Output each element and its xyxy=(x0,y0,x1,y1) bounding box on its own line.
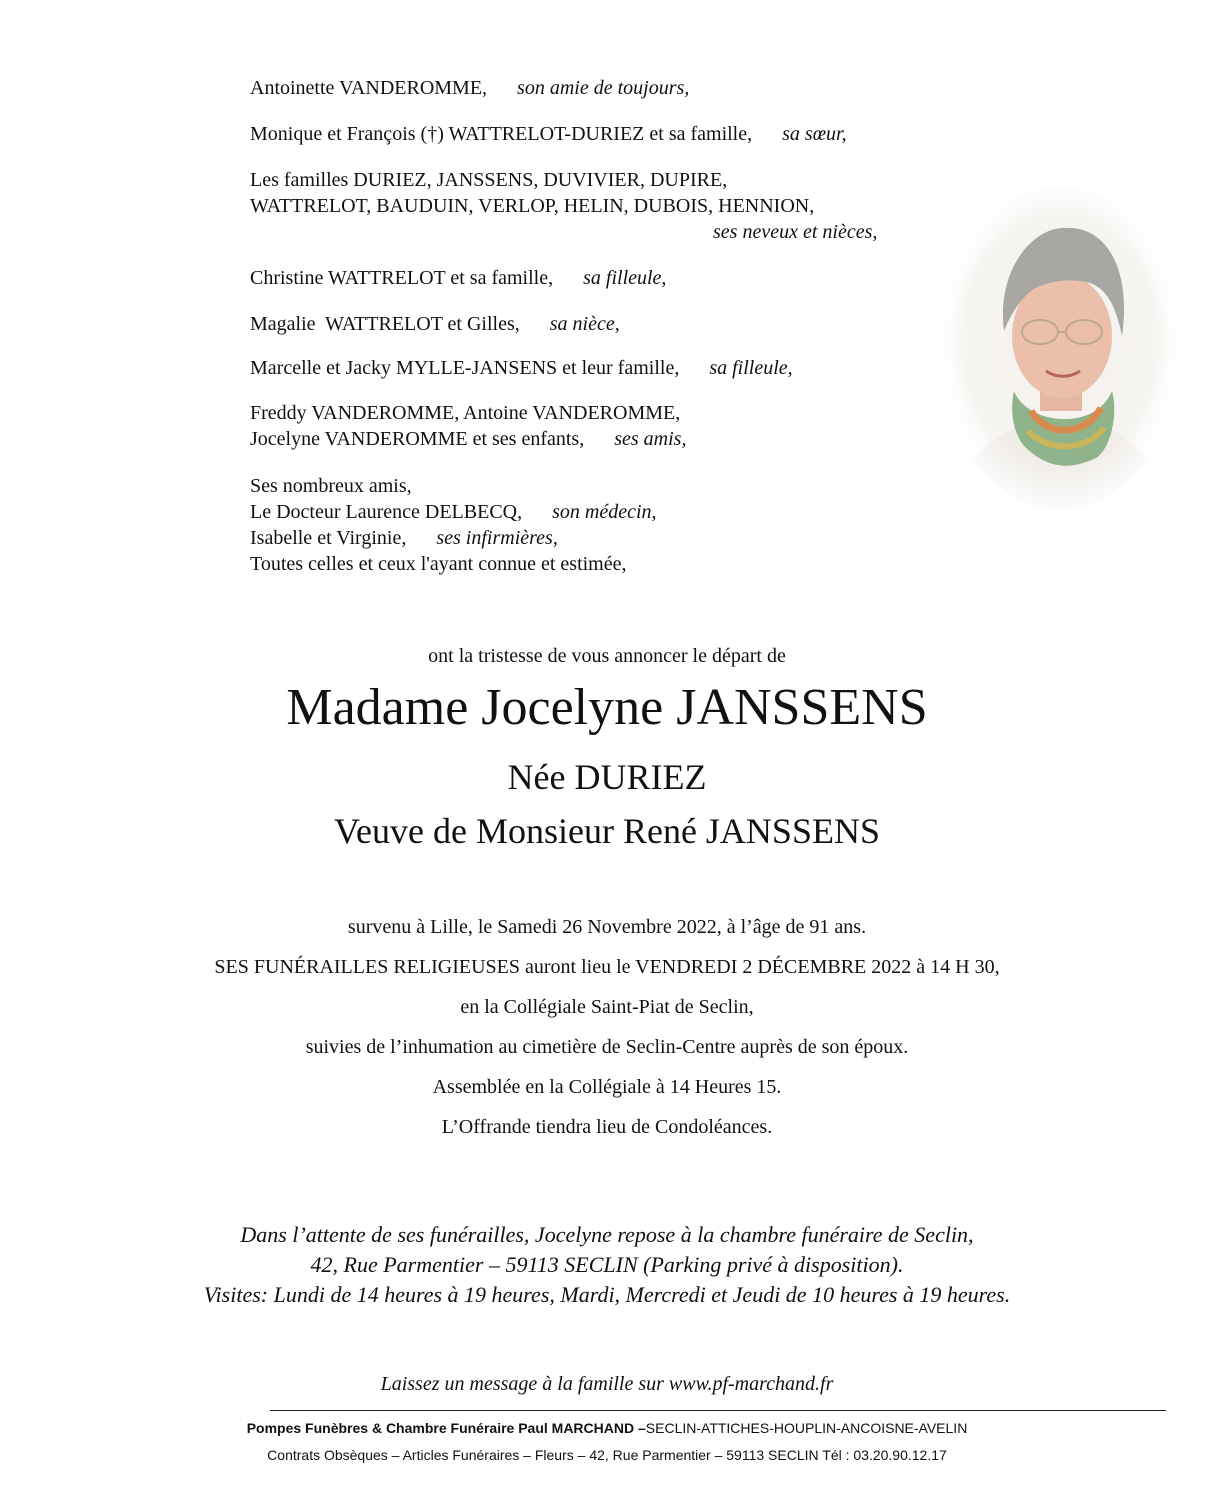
burial-details: suivies de l’inhumation au cimetière de Seclin-Centre auprès de son époux. xyxy=(305,1036,909,1058)
visit-line: Dans l’attente de ses funérailles, Jocelyne repose à la chambre funéraire de Seclin, xyxy=(240,1222,974,1247)
visit-line: Visites: Lundi de 14 heures à 19 heures, Mardi, Mercredi et Jeudi de 10 heures à 19 heures. xyxy=(203,1282,1011,1307)
church-details: en la Collégiale Saint-Piat de Seclin, xyxy=(460,996,754,1018)
mourner-line: Isabelle et Virginie, ses infirmières, xyxy=(250,527,558,549)
footer-towns: SECLIN-ATTICHES-HOUPLIN-ANCOISNE-AVELIN xyxy=(645,1420,968,1436)
maiden-name: Née DURIEZ xyxy=(507,757,707,797)
footer-contact: Contrats Obsèques – Articles Funéraires – Fleurs – 42, Rue Parmentier – 59113 SECLIN Tél : 03.20.90.12.17 xyxy=(267,1447,947,1463)
portrait-photo xyxy=(936,186,1184,510)
mourner-line: WATTRELOT, BAUDUIN, VERLOP, HELIN, DUBOIS, HENNION, xyxy=(250,195,815,217)
mourner-line: Les familles DURIEZ, JANSSENS, DUVIVIER, DUPIRE, xyxy=(250,169,728,191)
mourner-line: Monique et François (†) WATTRELOT-DURIEZ et sa famille, sa sœur, xyxy=(250,123,847,145)
message-link[interactable]: Laissez un message à la famille sur www.pf-marchand.fr xyxy=(380,1373,834,1395)
footer-divider xyxy=(270,1410,1166,1411)
mourner-line: Christine WATTRELOT et sa famille, sa filleule, xyxy=(250,267,667,289)
offering-details: L’Offrande tiendra lieu de Condoléances. xyxy=(441,1116,773,1138)
portrait-illustration xyxy=(936,186,1184,510)
mourner-line: Le Docteur Laurence DELBECQ, son médecin, xyxy=(250,501,657,523)
footer-company-line xyxy=(0,1418,1214,1438)
mourner-line: Ses nombreux amis, xyxy=(250,475,412,497)
mourner-line: Magalie WATTRELOT et Gilles, sa nièce, xyxy=(250,313,620,335)
death-details: survenu à Lille, le Samedi 26 Novembre 2022, à l’âge de 91 ans. xyxy=(347,916,867,938)
assembly-details: Assemblée en la Collégiale à 14 Heures 15. xyxy=(432,1076,782,1098)
deceased-name: Madame Jocelyne JANSSENS xyxy=(286,679,928,736)
funeral-details: SES FUNÉRAILLES RELIGIEUSES auront lieu le VENDREDI 2 DÉCEMBRE 2022 à 14 H 30, xyxy=(214,956,1000,978)
announcement-intro: ont la tristesse de vous annoncer le départ de xyxy=(428,645,786,667)
mourner-line: Marcelle et Jacky MYLLE-JANSENS et leur famille, sa filleule, xyxy=(250,357,793,379)
footer-company: Pompes Funèbres & Chambre Funéraire Paul MARCHAND – xyxy=(246,1420,646,1436)
mourner-line: Antoinette VANDEROMME, son amie de toujours, xyxy=(250,77,690,99)
visit-line: 42, Rue Parmentier – 59113 SECLIN (Parking privé à disposition). xyxy=(310,1252,904,1277)
mourner-line: Toutes celles et ceux l'ayant connue et estimée, xyxy=(250,553,627,575)
mourner-line: Jocelyne VANDEROMME et ses enfants, ses amis, xyxy=(250,428,687,450)
widow-line: Veuve de Monsieur René JANSSENS xyxy=(334,811,880,851)
mourner-line: Freddy VANDEROMME, Antoine VANDEROMME, xyxy=(250,402,681,424)
mourner-relation: ses neveux et nièces, xyxy=(713,221,878,243)
